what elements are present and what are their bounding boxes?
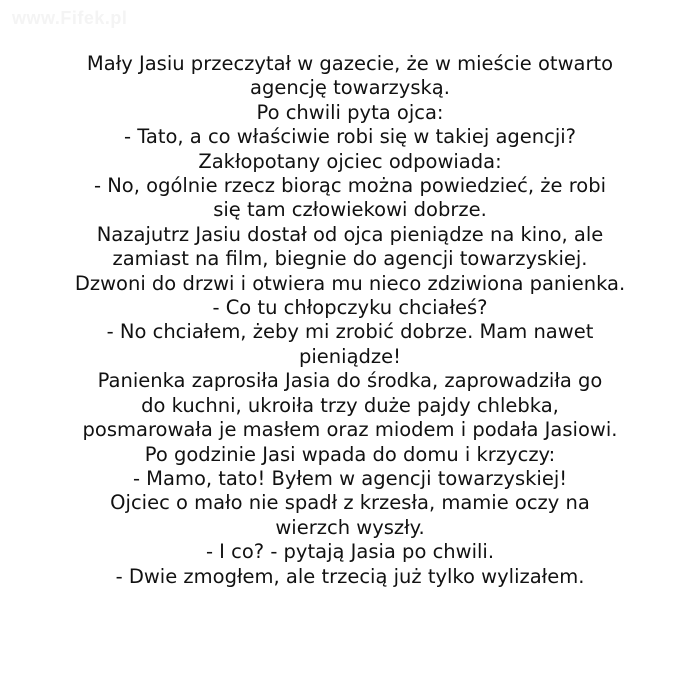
text-line: posmarowała je masłem oraz miodem i podała Jasiowi. <box>82 418 618 442</box>
text-line: - Dwie zmogłem, ale trzecią już tylko wylizałem. <box>115 564 585 588</box>
text-line: - No, ogólnie rzecz biorąc można powiedzieć, że robi <box>93 174 607 198</box>
text-line: wierzch wyszły. <box>275 515 425 539</box>
text-line: - No chciałem, żeby mi zrobić dobrze. Mam nawet <box>106 320 594 344</box>
text-line: - Mamo, tato! Byłem w agencji towarzyskiej! <box>132 466 568 490</box>
text-line: agencję towarzyską. <box>250 76 450 100</box>
text-line: Po chwili pyta ojca: <box>256 100 444 124</box>
text-line: Zakłopotany ojciec odpowiada: <box>198 149 502 173</box>
text-line: - Tato, a co właściwie robi się w takiej agencji? <box>123 125 577 149</box>
text-line: pieniądze! <box>299 344 401 368</box>
text-line: Panienka zaprosiła Jasia do środka, zaprowadziła go <box>97 369 603 393</box>
text-line: Ojciec o mało nie spadł z krzesła, mamie oczy na <box>110 491 590 515</box>
text-line: - Co tu chłopczyku chciałeś? <box>212 296 488 320</box>
text-line: Po godzinie Jasi wpada do domu i krzyczy: <box>144 442 556 466</box>
text-line: zamiast na film, biegnie do agencji towarzyskiej. <box>112 247 588 271</box>
text-line: się tam człowiekowi dobrze. <box>213 198 487 222</box>
text-line: Dzwoni do drzwi i otwiera mu nieco zdziwiona panienka. <box>74 271 626 295</box>
site-watermark: www.Fifek.pl <box>12 8 128 28</box>
text-line: Mały Jasiu przeczytał w gazecie, że w mieście otwarto <box>86 52 614 75</box>
text-line: Nazajutrz Jasiu dostał od ojca pieniądze na kino, ale <box>96 222 604 246</box>
joke-text <box>0 52 700 589</box>
text-line: - I co? - pytają Jasia po chwili. <box>205 540 495 564</box>
text-line: do kuchni, ukroiła trzy duże pajdy chlebka, <box>141 393 559 417</box>
